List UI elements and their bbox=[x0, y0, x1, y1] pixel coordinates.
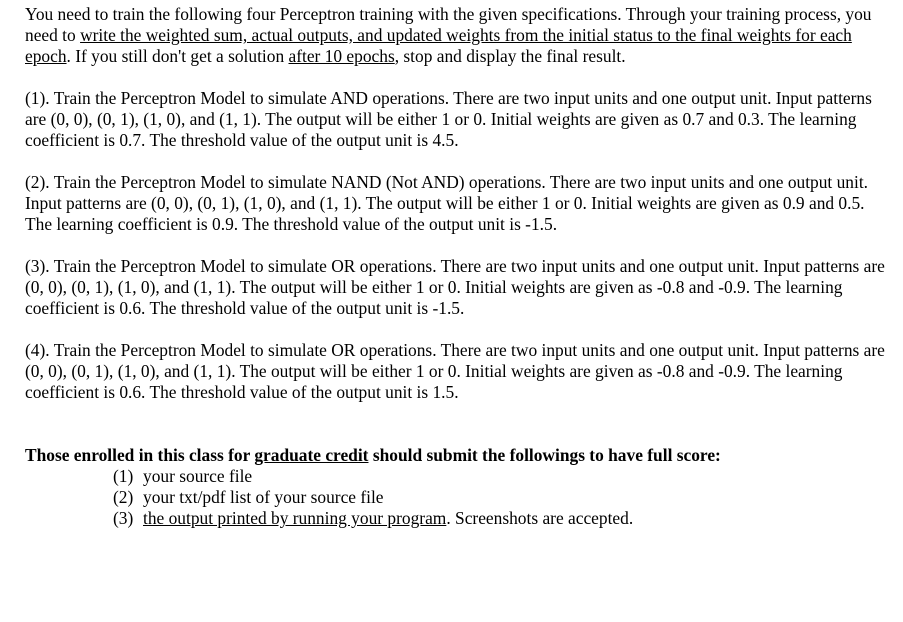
task-2-paragraph bbox=[25, 172, 885, 235]
graduate-heading-text-1: Those enrolled in this class for bbox=[25, 445, 255, 465]
requirement-tail: . Screenshots are accepted. bbox=[446, 508, 634, 528]
requirement-item-3 bbox=[113, 508, 885, 529]
requirement-underline: the output printed by running your program bbox=[143, 508, 447, 528]
requirement-item-1 bbox=[113, 466, 885, 487]
intro-text-1: You need to train the following four Perceptron training with the given specifications. Through your training process, you need to bbox=[25, 4, 872, 45]
task-4-text: Train the Perceptron Model to simulate OR operations. There are two input units and one output unit. Input patterns are (0, 0), (0, 1), (1, 0), and (1, 1). The output will be either 1 or 0. Initial weights are given as -0.8 and -0.9. The learning coefficient is 0.6. The threshold value of the output unit is 1.5. bbox=[25, 340, 885, 402]
requirement-text: your source file bbox=[143, 466, 253, 486]
task-4-label: (4). bbox=[25, 340, 50, 360]
task-2-label: (2). bbox=[25, 172, 50, 192]
requirement-number: (1) bbox=[113, 466, 134, 486]
task-3-text: Train the Perceptron Model to simulate OR operations. There are two input units and one output unit. Input patterns are (0, 0), (0, 1), (1, 0), and (1, 1). The output will be either 1 or 0. Initial weights are given as -0.8 and -0.9. The learning coefficient is 0.6. The threshold value of the output unit is -1.5. bbox=[25, 256, 885, 318]
task-1-text: Train the Perceptron Model to simulate AND operations. There are two input units and one output unit. Input patterns are (0, 0), (0, 1), (1, 0), and (1, 1). The output will be either 1 or 0. Initial weights are given as 0.7 and 0.3. The learning coefficient is 0.7. The threshold value of the output unit is 4.5. bbox=[25, 88, 872, 150]
intro-text-2: . If you still don't get a solution bbox=[66, 46, 289, 66]
requirement-number: (3) bbox=[113, 508, 134, 528]
task-2-text: Train the Perceptron Model to simulate NAND (Not AND) operations. There are two input units and one output unit. Input patterns are (0, 0), (0, 1), (1, 0), and (1, 1). The output will be either 1 or 0. Initial weights are given as 0.9 and 0.5. The learning coefficient is 0.9. The threshold value of the output unit is -1.5. bbox=[25, 172, 869, 234]
intro-paragraph bbox=[25, 4, 885, 67]
requirement-item-2 bbox=[113, 487, 885, 508]
graduate-heading-underline: graduate credit bbox=[254, 445, 369, 465]
requirement-number: (2) bbox=[113, 487, 134, 507]
task-3-label: (3). bbox=[25, 256, 50, 276]
assignment-document bbox=[25, 4, 885, 529]
task-1-paragraph bbox=[25, 88, 885, 151]
task-4-paragraph bbox=[25, 340, 885, 403]
intro-underline-2: after 10 epochs bbox=[288, 46, 395, 66]
graduate-credit-heading bbox=[25, 445, 885, 466]
graduate-heading-text-2: should submit the followings to have full score: bbox=[368, 445, 721, 465]
submission-requirements-list bbox=[25, 466, 885, 529]
intro-text-3: , stop and display the final result. bbox=[394, 46, 626, 66]
intro-underline-1: write the weighted sum, actual outputs, and updated weights from the initial status to the final weights for each epoch bbox=[25, 25, 852, 66]
task-1-label: (1). bbox=[25, 88, 50, 108]
task-3-paragraph bbox=[25, 256, 885, 319]
requirement-text: your txt/pdf list of your source file bbox=[143, 487, 384, 507]
